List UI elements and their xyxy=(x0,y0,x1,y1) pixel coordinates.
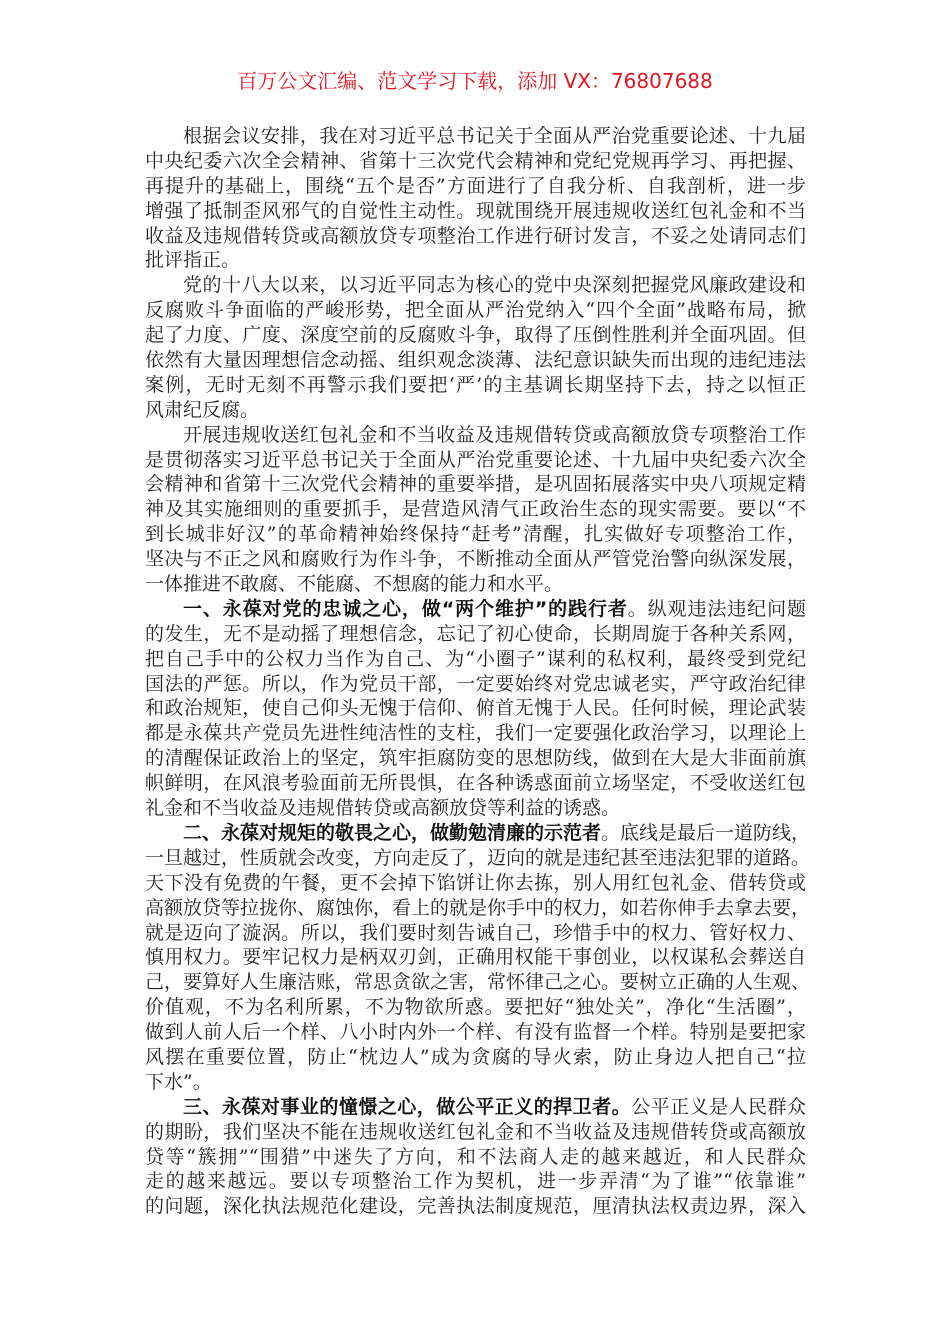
text-line: 帜鲜明，在风浪考验面前无所畏惧，在各种诱惑面前立场坚定，不受收送红包 xyxy=(145,772,806,795)
section-heading: 三、永葆对事业的憧憬之心，做公平正义的捍卫者。 xyxy=(183,1095,632,1118)
text-line: 走的越来越远。要以专项整治工作为契机，进一步弄清“为了谁”“依靠谁” xyxy=(145,1170,806,1193)
section-heading: 二、永葆对规矩的敬畏之心，做勤勉清廉的示范者 xyxy=(183,821,602,844)
section-two xyxy=(145,821,811,1095)
text-line: 把自己手中的公权力当作为自己、为“小圈子”谋利的私权利，最终受到党纪 xyxy=(145,647,806,670)
text-line: 己，要算好人生廉洁账，常思贪欲之害，常怀律己之心。要树立正确的人生观、 xyxy=(145,971,811,994)
text-line: 做到人前人后一个样、八小时内外一个样、有没有监督一个样。特别是要把家 xyxy=(145,1021,806,1044)
text-line: 礼金和不当收益及违规借转贷或高额放贷等利益的诱惑。 xyxy=(145,797,621,820)
text-line: 慎用权力。要牢记权力是柄双刃剑，正确用权能干事创业，以权谋私会葬送自 xyxy=(145,946,806,969)
paragraph-intro xyxy=(145,124,806,273)
text-line: 下水”。 xyxy=(145,1070,212,1093)
text-line: 起了力度、广度、深度空前的反腐败斗争，取得了压倒性胜利并全面巩固。但 xyxy=(145,324,806,347)
text-line: 价值观，不为名利所累，不为物欲所惑。要把好“独处关”，净化“生活圈”， xyxy=(145,996,806,1019)
text-line: 就是迈向了漩涡。所以，我们要时刻告诫自己，珍惜手中的权力、管好权力、 xyxy=(145,921,806,944)
header-watermark-title: 百万公文汇编、范文学习下载，添加 VX：76807688 xyxy=(237,69,713,93)
text-line: 国法的严惩。所以，作为党员干部，一定要始终对党忠诚老实，严守政治纪律 xyxy=(145,672,806,695)
text-line: 开展违规收送红包礼金和不当收益及违规借转贷或高额放贷专项整治工作 xyxy=(183,423,806,446)
text-line: 的发生，无不是动摇了理想信念，忘记了初心使命，长期周旋于各种关系网， xyxy=(145,622,806,645)
text-line: 高额放贷等拉拢你、腐蚀你，看上的就是你手中的权力，如若你伸手去拿去要， xyxy=(145,896,811,919)
text-line: 增强了抵制歪风邪气的自觉性主动性。现就围绕开展违规收送红包礼金和不当 xyxy=(145,199,806,222)
text-line: 再提升的基础上，围绕“五个是否”方面进行了自我分析、自我剖析，进一步 xyxy=(145,174,806,197)
text-line: 天下没有免费的午餐，更不会掉下馅饼让你去拣，别人用红包礼金、借转贷或 xyxy=(145,871,806,894)
paragraph-significance xyxy=(145,423,806,597)
text-line: 根据会议安排，我在对习近平总书记关于全面从严治党重要论述、十九届 xyxy=(183,125,806,147)
section-lead-text: 公平正义是人民群众 xyxy=(631,1095,806,1118)
text-line: 神及其实施细则的重要抓手，是营造风清气正政治生态的现实需要。要以“不 xyxy=(145,498,806,521)
text-line xyxy=(145,821,811,846)
text-line: 中央纪委六次全会精神、省第十三次党代会精神和党纪党规再学习、再把握、 xyxy=(145,149,806,172)
section-one xyxy=(145,597,806,821)
text-line: 会精神和省第十三次党代会精神的重要举措，是巩固拓展落实中央八项规定精 xyxy=(145,473,806,496)
text-line: 收益及违规借转贷或高额放贷专项整治工作进行研讨发言，不妥之处请同志们 xyxy=(145,224,806,247)
text-line: 批评指正。 xyxy=(145,249,241,272)
text-line: 都是永葆共产党员先进性纯洁性的支柱，我们一定要强化政治学习，以理论上 xyxy=(145,722,806,745)
text-line: 依然有大量因理想信念动摇、组织观念淡薄、法纪意识缺失而出现的违纪违法 xyxy=(145,349,806,372)
paragraph-background xyxy=(145,273,806,422)
section-lead-text: 。底线是最后一道防线， xyxy=(601,821,811,844)
text-line xyxy=(145,597,806,622)
text-line: 和政治规矩，使自己仰头无愧于信仰、俯首无愧于人民。任何时候，理论武装 xyxy=(145,697,806,720)
section-lead-text: 。纵观违法违纪问题 xyxy=(627,597,806,620)
text-line: 风摆在重要位置，防止“枕边人”成为贪腐的导火索，防止身边人把自己“拉 xyxy=(145,1045,806,1068)
text-line: 坚决与不正之风和腐败行为作斗争，不断推动全面从严管党治警向纵深发展， xyxy=(145,548,806,571)
text-line: 的清醒保证政治上的坚定，筑牢拒腐防变的思想防线，做到在大是大非面前旗 xyxy=(145,747,806,770)
text-line: 到长城非好汉”的革命精神始终保持“赶考”清醒，扎实做好专项整治工作， xyxy=(145,523,806,546)
text-line: 贷等“簇拥”“围猎”中迷失了方向，和不法商人走的越来越近，和人民群众 xyxy=(145,1145,806,1168)
text-line xyxy=(145,1095,806,1120)
section-three xyxy=(145,1095,806,1219)
text-line: 一旦越过，性质就会改变，方向走反了，迈向的就是违纪甚至违法犯罪的道路。 xyxy=(145,846,811,869)
text-line: 一体推进不敢腐、不能腐、不想腐的能力和水平。 xyxy=(145,573,564,596)
text-line: 反腐败斗争面临的严峻形势，把全面从严治党纳入“四个全面”战略布局，掀 xyxy=(145,299,806,322)
text-line: 党的十八大以来，以习近平同志为核心的党中央深刻把握党风廉政建设和 xyxy=(183,274,806,297)
document-body xyxy=(145,124,811,1219)
text-line: 的期盼，我们坚决不能在违规收送红包礼金和不当收益及违规借转贷或高额放 xyxy=(145,1120,806,1143)
text-line: 风肃纪反腐。 xyxy=(145,398,260,421)
text-line: 案例，无时无刻不再警示我们要把‘严’的主基调长期坚持下去，持之以恒正 xyxy=(145,373,806,396)
section-heading: 一、永葆对党的忠诚之心，做“两个维护”的践行者 xyxy=(183,597,628,620)
text-line: 是贯彻落实习近平总书记关于全面从严治党重要论述、十九届中央纪委六次全 xyxy=(145,448,806,471)
text-line: 的问题，深化执法规范化建设，完善执法制度规范，厘清执法权责边界，深入 xyxy=(145,1195,806,1218)
